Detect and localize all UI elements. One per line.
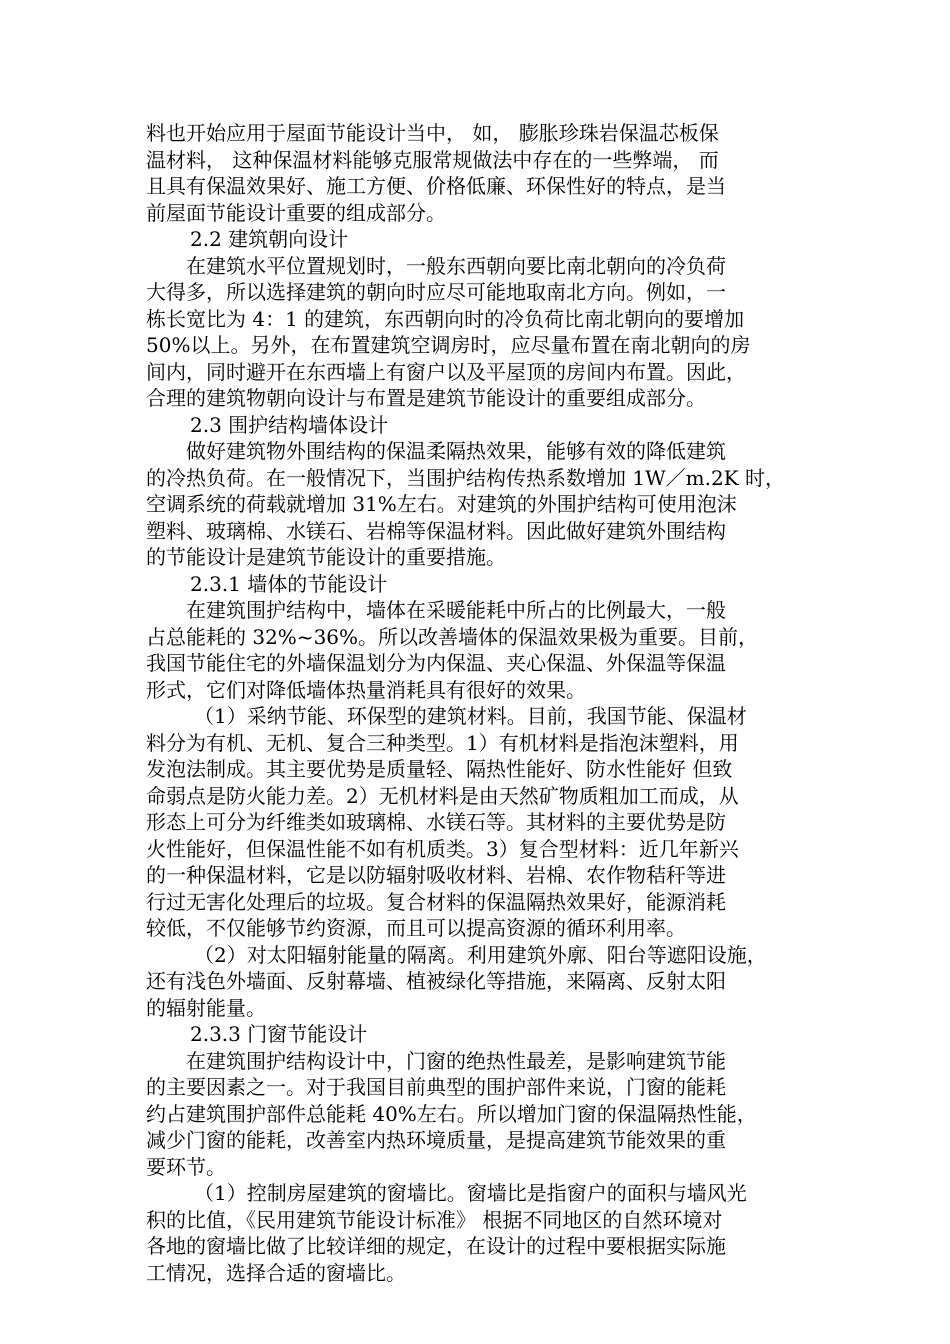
text-line: 工情况，选择合适的窗墙比。 xyxy=(146,1260,406,1285)
section-heading: 2.3.3 门窗节能设计 xyxy=(190,1022,368,1046)
paragraph-first-line: 在建筑围护结构中，墙体在采暖能耗中所占的比例最大，一般 xyxy=(186,598,726,622)
list-item-first-line: （1）采纳节能、环保型的建筑材料。目前，我国节能、保温材 xyxy=(194,704,747,728)
text-line: 空调系统的荷载就增加 31%左右。对建筑的外围护结构可使用泡沫 xyxy=(146,492,737,516)
text-line: 火性能好，但保温性能不如有机质类。3）复合型材料：近几年新兴 xyxy=(146,836,739,861)
text-line: 还有浅色外墙面、反射幕墙、植被绿化等措施，来隔离、反射太阳 xyxy=(146,969,726,993)
text-line: 栋长宽比为 4：1 的建筑，东西朝向时的冷负荷比南北朝向的要增加 xyxy=(146,306,745,331)
paragraph-first-line: 做好建筑物外围结构的保温柔隔热效果，能够有效的降低建筑 xyxy=(186,439,726,463)
text-line: 间内，同时避开在东西墙上有窗户以及平屋顶的房间内布置。因此， xyxy=(146,359,746,384)
section-heading: 2.2 建筑朝向设计 xyxy=(190,227,349,251)
text-line: 减少门窗的能耗，改善室内热环境质量，是提高建筑节能效果的重 xyxy=(146,1128,726,1152)
text-line: 较低，不仅能够节约资源，而且可以提高资源的循环利用率。 xyxy=(146,916,686,940)
text-line: 料也开始应用于屋面节能设计当中， 如， 膨胀珍珠岩保温芯板保 xyxy=(146,121,719,145)
text-line: 命弱点是防火能力差。2）无机材料是由天然矿物质粗加工而成，从 xyxy=(146,783,739,808)
text-line: 料分为有机、无机、复合三种类型。1）有机材料是指泡沫塑料，用 xyxy=(146,730,739,755)
text-line: 的冷热负荷。在一般情况下，当围护结构传热系数增加 1W／m.2K 时， xyxy=(146,465,785,490)
text-line: 的一种保温材料，它是以防辐射吸收材料、岩棉、农作物秸秆等进 xyxy=(146,863,726,887)
text-line: 形式，它们对降低墙体热量消耗具有很好的效果。 xyxy=(146,677,586,702)
list-item-first-line: （1）控制房屋建筑的窗墙比。窗墙比是指窗户的面积与墙风光 xyxy=(194,1181,747,1205)
text-line: 温材料， 这种保温材料能够克服常规做法中存在的一些弊端， 而 xyxy=(146,147,719,172)
text-line: 合理的建筑物朝向设计与布置是建筑节能设计的重要组成部分。 xyxy=(146,386,706,410)
section-heading: 2.3.1 墙体的节能设计 xyxy=(190,571,388,596)
section-heading: 2.3 围护结构墙体设计 xyxy=(190,412,389,437)
text-line: 的主要因素之一。对于我国目前典型的围护部件来说，门窗的能耗 xyxy=(146,1075,726,1099)
text-line: 塑料、玻璃棉、水镁石、岩棉等保温材料。因此做好建筑外围结构 xyxy=(146,518,726,543)
text-line: 大得多，所以选择建筑的朝向时应尽可能地取南北方向。例如，一 xyxy=(146,280,726,304)
text-line: 的辐射能量。 xyxy=(146,995,266,1020)
text-line: 且具有保温效果好、施工方便、价格低廉、环保性好的特点，是当 xyxy=(146,174,726,198)
text-line: 50%以上。另外，在布置建筑空调房时，应尽量布置在南北朝向的房 xyxy=(146,333,751,357)
document-body xyxy=(146,120,814,1286)
paragraph-first-line: 在建筑水平位置规划时，一般东西朝向要比南北朝向的冷负荷 xyxy=(186,253,726,278)
text-line: 积的比值，《民用建筑节能设计标准》 根据不同地区的自然环境对 xyxy=(146,1207,723,1232)
text-line: 的节能设计是建筑节能设计的重要措施。 xyxy=(146,545,506,569)
text-line: 要环节。 xyxy=(146,1154,226,1179)
text-line: 约占建筑围护部件总能耗 40%左右。所以增加门窗的保温隔热性能， xyxy=(146,1101,757,1126)
text-line: 行过无害化处理后的垃圾。复合材料的保温隔热效果好，能源消耗 xyxy=(146,889,726,914)
text-line: 形态上可分为纤维类如玻璃棉、水镁石等。其材料的主要优势是防 xyxy=(146,810,726,834)
text-line: 发泡法制成。其主要优势是质量轻、隔热性能好、防水性能好 但致 xyxy=(146,757,733,781)
list-item-first-line: （2）对太阳辐射能量的隔离。利用建筑外廓、阳台等遮阳设施， xyxy=(194,942,767,967)
paragraph-first-line: 在建筑围护结构设计中，门窗的绝热性最差，是影响建筑节能 xyxy=(186,1048,726,1073)
text-line: 占总能耗的 32%~36%。所以改善墙体的保温效果极为重要。目前， xyxy=(146,624,759,649)
text-line: 各地的窗墙比做了比较详细的规定，在设计的过程中要根据实际施 xyxy=(146,1234,726,1258)
text-line: 前屋面节能设计重要的组成部分。 xyxy=(146,200,446,225)
text-line: 我国节能住宅的外墙保温划分为内保温、夹心保温、外保温等保温 xyxy=(146,651,726,675)
